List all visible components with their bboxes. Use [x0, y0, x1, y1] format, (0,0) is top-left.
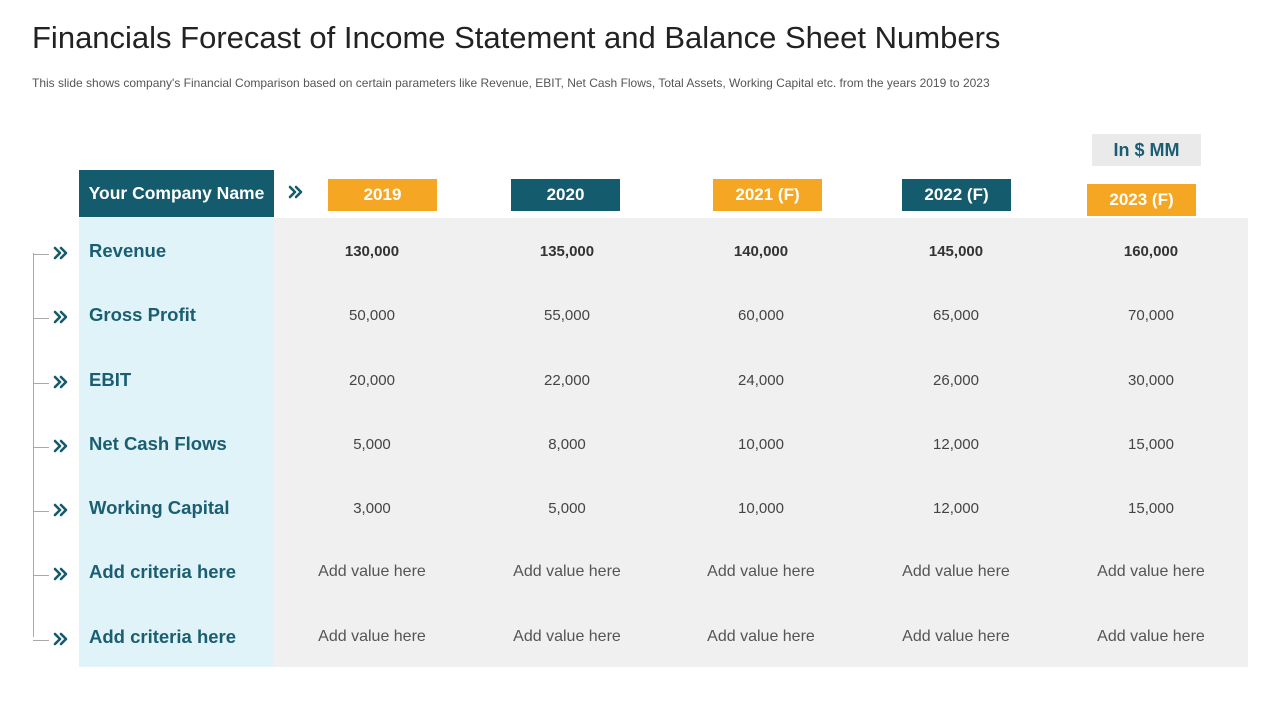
double-chevron-right-icon: [53, 243, 69, 263]
table-cell: 30,000: [1128, 371, 1174, 389]
table-cell: 135,000: [539, 242, 595, 260]
table-cell: Add value here: [1097, 628, 1205, 645]
table-cell: Add value here: [902, 563, 1010, 580]
table-cell: 3,000: [353, 499, 391, 517]
row-connector-tick: [33, 383, 49, 384]
row-label: Add criteria here: [89, 561, 237, 582]
year-header-cell: 2021 (F): [713, 179, 822, 211]
table-cell: 15,000: [1128, 435, 1174, 453]
row-connector-tick: [33, 511, 49, 512]
row-label: EBIT: [89, 369, 132, 390]
table-cell: Add value here: [707, 563, 815, 580]
row-connector-tick: [33, 318, 49, 319]
table-cell: 140,000: [733, 242, 789, 260]
table-cell: 130,000: [344, 242, 400, 260]
unit-badge: In $ MM: [1092, 134, 1201, 166]
year-header-cell: 2023 (F): [1087, 184, 1196, 216]
slide-title: Financials Forecast of Income Statement and Balance Sheet Numbers: [32, 20, 1001, 55]
table-cell: 15,000: [1128, 499, 1174, 517]
table-cell: 12,000: [933, 435, 979, 453]
table-cell: 50,000: [349, 306, 395, 324]
row-connector-tick: [33, 575, 49, 576]
year-header-cell: 2022 (F): [902, 179, 1011, 211]
slide-subtitle: This slide shows company's Financial Comparison based on certain parameters like Revenue, EBIT, Net Cash Flows, Total Assets, Working Capital etc. from the years 2019 to 2023: [32, 76, 990, 90]
table-cell: 65,000: [933, 306, 979, 324]
row-connector-tick: [33, 254, 49, 255]
table-cell: 160,000: [1123, 242, 1179, 260]
table-cell: 5,000: [353, 435, 391, 453]
table-cell: Add value here: [513, 628, 621, 645]
double-chevron-right-icon: [53, 564, 69, 584]
table-cell: Add value here: [318, 563, 426, 580]
table-cell: Add value here: [707, 628, 815, 645]
row-label: Gross Profit: [89, 304, 196, 325]
table-cell: 10,000: [738, 435, 784, 453]
table-cell: 55,000: [544, 306, 590, 324]
table-cell: 145,000: [928, 242, 984, 260]
table-cell: 26,000: [933, 371, 979, 389]
row-connector-tick: [33, 640, 49, 641]
row-label: Revenue: [89, 240, 167, 261]
table-cell: 12,000: [933, 499, 979, 517]
table-cell: 60,000: [738, 306, 784, 324]
table-cell: Add value here: [318, 628, 426, 645]
row-label: Add criteria here: [89, 626, 237, 647]
double-chevron-right-icon: [53, 372, 69, 392]
row-connector-line: [33, 253, 34, 637]
table-cell: Add value here: [902, 628, 1010, 645]
table-cell: 8,000: [548, 435, 586, 453]
row-connector-tick: [33, 447, 49, 448]
table-cell: Add value here: [513, 563, 621, 580]
table-cell: 5,000: [548, 499, 586, 517]
row-label: Net Cash Flows: [89, 433, 227, 454]
table-cell: 10,000: [738, 499, 784, 517]
table-cell: 70,000: [1128, 306, 1174, 324]
table-cell: 22,000: [544, 371, 590, 389]
company-name-header: Your Company Name: [79, 170, 274, 217]
table-cell: 24,000: [738, 371, 784, 389]
double-chevron-right-icon: [53, 436, 69, 456]
double-chevron-right-icon: [53, 629, 69, 649]
table-cell: 20,000: [349, 371, 395, 389]
row-label: Working Capital: [89, 497, 230, 518]
year-header-cell: 2019: [328, 179, 437, 211]
year-header-cell: 2020: [511, 179, 620, 211]
double-chevron-right-icon: [53, 307, 69, 327]
table-cell: Add value here: [1097, 563, 1205, 580]
double-chevron-right-icon: [53, 500, 69, 520]
double-chevron-right-icon: [288, 182, 304, 202]
